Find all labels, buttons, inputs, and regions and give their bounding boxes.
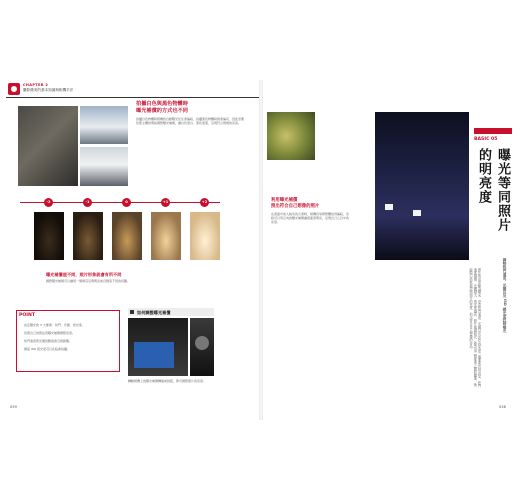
camera-back-photo xyxy=(128,318,188,376)
sub-heading-line-1: 利用曝光補償 xyxy=(271,198,298,203)
night-car-photo xyxy=(375,112,469,260)
vertical-heading: 調整快門速度、光圈以及 ISO 感光度控制曝光 xyxy=(503,258,507,333)
point-item-1: 決定曝光的 3 大要素：快門、光圈、感光度。 xyxy=(24,323,85,327)
dial-title-icon xyxy=(130,310,134,314)
basic-badge-bar xyxy=(474,128,512,134)
strip-caption: 調整曝光補償可以讓同一個場景呈現明亮或沉穩等不同的氛圍。 xyxy=(46,279,131,283)
tunnel-photo-plus2 xyxy=(190,212,220,260)
ev-marker-plus1: +1 xyxy=(161,198,170,207)
section-heading-line-2: 曝光補償的方式也不同 xyxy=(136,108,188,114)
tunnel-photo-plus1 xyxy=(151,212,181,260)
dial-box xyxy=(128,308,214,398)
dial-title: 如何調整曝光補償 xyxy=(137,309,171,315)
basic-badge xyxy=(474,128,512,238)
ev-marker-minus1: -1 xyxy=(83,198,92,207)
point-item-4: 調高 ISO 感光度可以在暗處拍攝。 xyxy=(24,347,71,351)
sub-heading-line-2: 照出符合自己想像的照片 xyxy=(271,204,320,209)
ev-marker-0: 0 xyxy=(122,198,131,207)
running-head: 攝影優美的基本知識與相機手法 xyxy=(23,88,74,92)
section-body: 拍攝白色物體時相機的自動曝光往往會偏暗，拍攝黑色物體時則會偏亮，因此需要依照主體的明暗調整曝光補償，讓白色更白、黑色更黑，呈現符合現場的亮度。 xyxy=(136,117,245,126)
flag-left xyxy=(385,204,393,210)
page-title: 曝光等同照片的明亮度 xyxy=(476,148,510,232)
sub-body: 在畫面中加入較亮的元素時，相機容易將整體拍得偏暗，這時可以用正向的曝光補償讓畫面更明亮，呈現自己心目中的亮度。 xyxy=(271,212,350,225)
dark-statue-photo xyxy=(18,106,78,186)
ev-marker-minus2: -2 xyxy=(44,198,53,207)
chapter-label: CHAPTER 2 xyxy=(23,83,49,87)
point-item-3: 快門速度與光圈的數值會互相影響。 xyxy=(24,339,73,343)
point-item-2: 依照自己的想法用曝光補償調整亮度。 xyxy=(24,331,76,335)
header-rule xyxy=(6,97,259,98)
point-label: POINT xyxy=(19,313,35,318)
right-page xyxy=(263,80,516,420)
tunnel-photo-minus2 xyxy=(34,212,64,260)
dial-title-bar xyxy=(128,308,214,316)
white-train-photo xyxy=(80,106,128,144)
flag-right xyxy=(413,210,421,216)
camera-lcd-screen xyxy=(134,342,174,368)
dial-caption: 轉動相機上的曝光補償轉盤或按鈕，即可調整照片的亮度。 xyxy=(128,379,207,383)
autumn-leaves-photo xyxy=(267,112,315,160)
basic-label: BASIC 05 xyxy=(474,137,498,142)
left-page xyxy=(6,80,259,420)
left-page-number: 039 xyxy=(10,405,17,409)
camera-dial-photo xyxy=(190,318,214,376)
book-spread xyxy=(6,80,516,420)
right-page-number: 038 xyxy=(499,405,506,409)
train-side-photo xyxy=(80,147,128,186)
tunnel-photo-minus1 xyxy=(73,212,103,260)
ev-marker-plus2: +2 xyxy=(200,198,209,207)
strip-heading: 曝光補償值不同，照片形象就會有所不同 xyxy=(46,272,122,277)
section-heading-line-1: 拍攝白色與黑色物體時 xyxy=(136,101,188,107)
vertical-body: 照片的亮度稱為曝光，是由快門速度、光圈以及 ISO 感光度三個要素共同決定。快門速度越慢、光圈越大、感光度越高，照片就越明亮。熟悉這三個要素之間的關係，就能隨心所欲地控制照片的亮度，拍出符合自己想像的作品。 xyxy=(468,268,481,388)
section-heading xyxy=(136,101,246,115)
sub-heading xyxy=(271,198,351,210)
dial-wheel-icon xyxy=(195,336,209,350)
tunnel-photo-0 xyxy=(112,212,142,260)
chapter-camera-icon xyxy=(8,83,20,95)
